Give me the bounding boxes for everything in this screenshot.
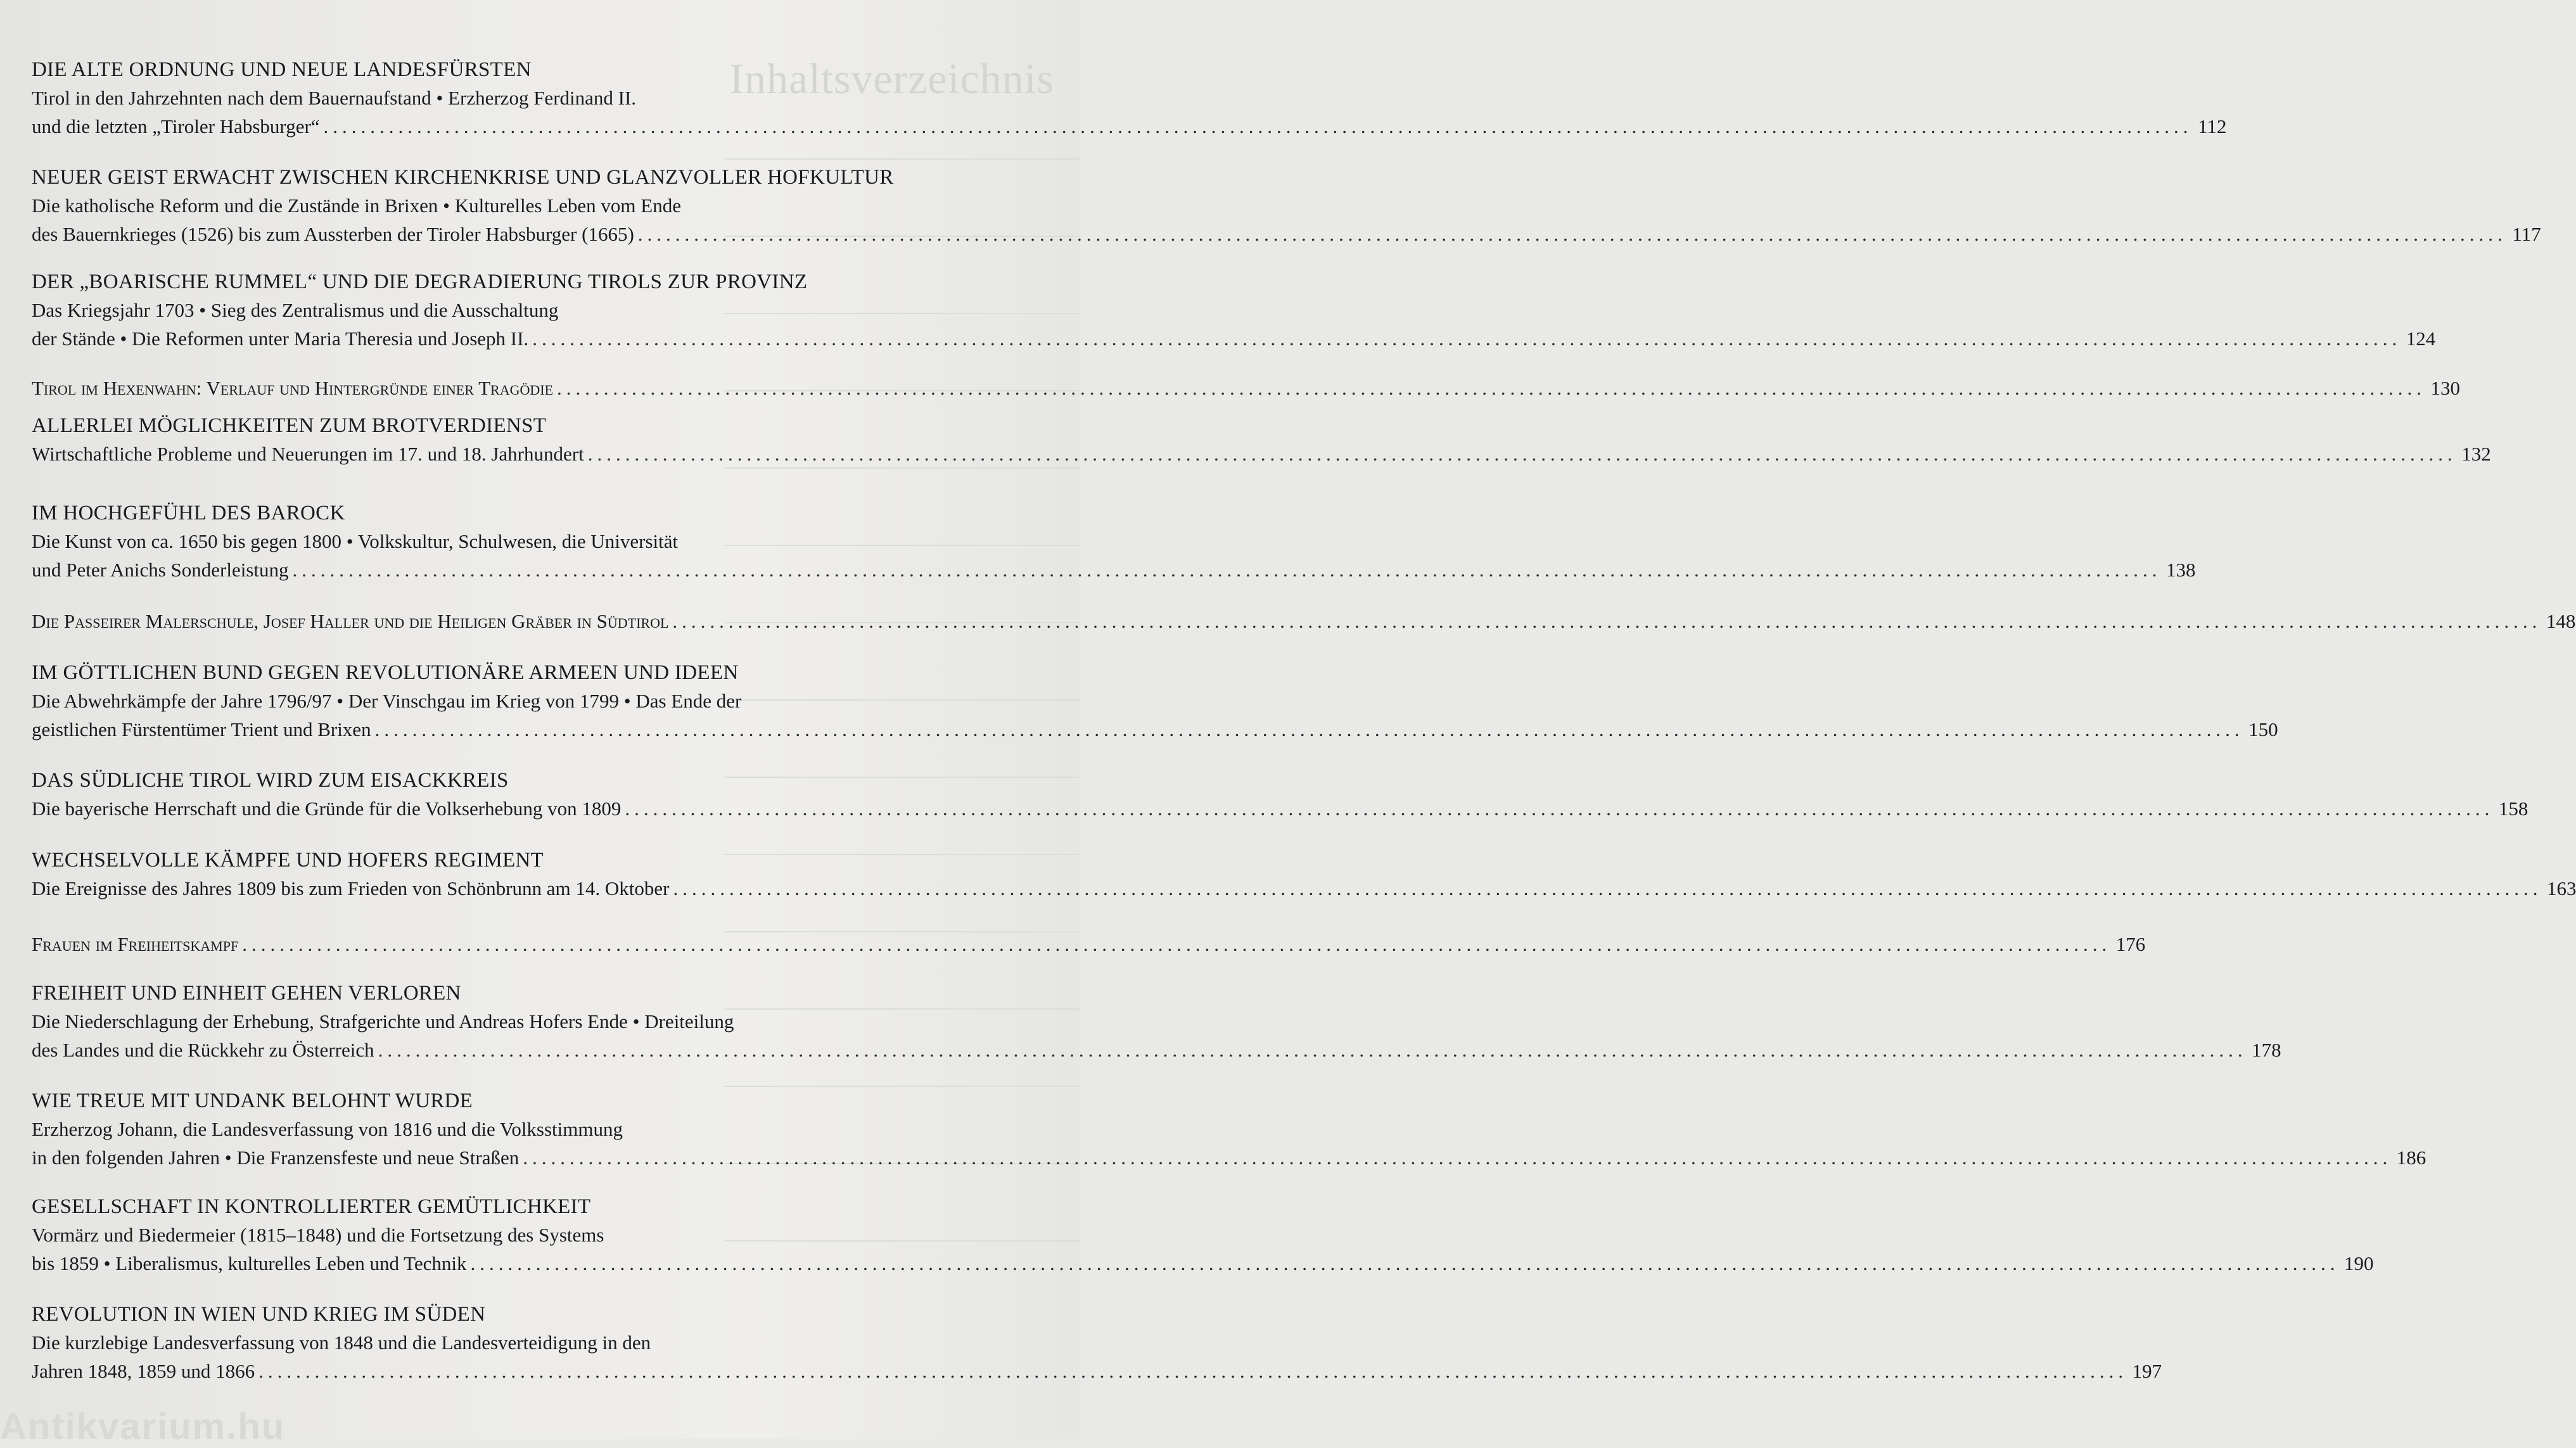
leader-dots: ........................................................................................................................................................................................................	[258, 1360, 2128, 1382]
toc-entry-description: Das Kriegsjahr 1703 • Sieg des Zentralismus und die Ausschaltung	[32, 299, 559, 321]
page-number: 117	[2512, 223, 2541, 245]
toc-entry-last-line	[32, 1357, 2162, 1385]
toc-entry-last-line	[32, 874, 2576, 903]
page-number: 197	[2132, 1360, 2162, 1382]
toc-entry-heading: IM GÖTTLICHEN BUND GEGEN REVOLUTIONÄRE ARMEEN UND IDEEN	[32, 661, 739, 684]
page-number: 150	[2248, 718, 2278, 740]
leader-dots: ........................................................................................................................................................................................................	[587, 443, 2457, 465]
page-number: 132	[2461, 443, 2491, 465]
toc-entry-subheading: Frauen im Freiheitskampf	[32, 933, 239, 955]
toc-entry-last-line	[32, 220, 2541, 248]
toc-entry-last-line	[32, 112, 2227, 141]
leader-dots: ........................................................................................................................................................................................................	[378, 1039, 2247, 1061]
page-number: 112	[2198, 115, 2227, 137]
toc-entry-description: Die Abwehrkämpfe der Jahre 1796/97 • Der Vinschgau im Krieg von 1799 • Das Ende der	[32, 690, 742, 712]
leader-dots: ........................................................................................................................................................................................................	[242, 933, 2112, 955]
toc-entry[interactable]	[32, 1300, 2162, 1385]
toc-entry-description: und Peter Anichs Sonderleistung	[32, 559, 289, 581]
toc-entry-description: Die Ereignisse des Jahres 1809 bis zum Frieden von Schönbrunn am 14. Oktober	[32, 877, 670, 899]
toc-entry-last-line	[32, 324, 2436, 353]
page-number: 130	[2430, 377, 2461, 399]
bleed-through-heading: Inhaltsverzeichnis	[729, 54, 1054, 103]
leader-dots: ........................................................................................................................................................................................................	[532, 327, 2402, 350]
page-number: 158	[2498, 797, 2528, 820]
toc-entry[interactable]	[32, 374, 2461, 402]
toc-entry-description: Tirol in den Jahrzehnten nach dem Bauernaufstand • Erzherzog Ferdinand II.	[32, 87, 637, 109]
toc-entry[interactable]	[32, 846, 2576, 903]
toc-entry[interactable]	[32, 499, 2196, 584]
toc-entry-description: und die letzten „Tiroler Habsburger“	[32, 115, 320, 137]
page-number: 138	[2166, 559, 2196, 581]
page-number: 148	[2546, 610, 2576, 632]
leader-dots: ........................................................................................................................................................................................................	[637, 223, 2507, 245]
toc-entry[interactable]	[32, 268, 2436, 353]
toc-entry-last-line	[32, 715, 2278, 744]
toc-entry-last-line	[32, 556, 2196, 584]
leader-dots: ........................................................................................................................................................................................................	[625, 797, 2494, 820]
page-number: 186	[2396, 1146, 2426, 1169]
toc-entry[interactable]	[32, 930, 2146, 958]
toc-entry-last-line	[32, 374, 2461, 402]
toc-entry-description: Die katholische Reform und die Zustände in Brixen • Kulturelles Leben vom Ende	[32, 194, 681, 217]
toc-entry-last-line	[32, 794, 2528, 823]
toc-entry-description: Die bayerische Herrschaft und die Gründe für die Volkserhebung von 1809	[32, 797, 622, 820]
toc-entry-heading: DAS SÜDLICHE TIROL WIRD ZUM EISACKKREIS	[32, 769, 509, 792]
toc-entry[interactable]	[32, 163, 2541, 248]
toc-entry-heading: WIE TREUE MIT UNDANK BELOHNT WURDE	[32, 1089, 473, 1112]
toc-entry-description: Vormärz und Biedermeier (1815–1848) und die Fortsetzung des Systems	[32, 1224, 604, 1246]
toc-entry[interactable]	[32, 979, 2281, 1064]
leader-dots: ........................................................................................................................................................................................................	[470, 1252, 2340, 1274]
toc-entry-description: geistlichen Fürstentümer Trient und Brixen	[32, 718, 371, 740]
toc-entry[interactable]	[32, 607, 2576, 635]
toc-entry-description: Wirtschaftliche Probleme und Neuerungen im 17. und 18. Jahrhundert	[32, 443, 584, 465]
toc-entry-description: Jahren 1848, 1859 und 1866	[32, 1360, 255, 1382]
leader-dots: ........................................................................................................................................................................................................	[374, 718, 2244, 740]
toc-entry-description: Die Kunst von ca. 1650 bis gegen 1800 • Volkskultur, Schulwesen, die Universität	[32, 530, 679, 552]
toc-entry[interactable]	[32, 766, 2528, 823]
toc-entry-heading: FREIHEIT UND EINHEIT GEHEN VERLOREN	[32, 982, 461, 1005]
toc-entry-last-line	[32, 1036, 2281, 1064]
leader-dots: ........................................................................................................................................................................................................	[292, 559, 2162, 581]
leader-dots: ........................................................................................................................................................................................................	[673, 877, 2542, 899]
toc-entry-heading: ALLERLEI MÖGLICHKEITEN ZUM BROTVERDIENST	[32, 414, 547, 437]
toc-entry-description: der Stände • Die Reformen unter Maria Theresia und Joseph II.	[32, 327, 529, 350]
leader-dots: ........................................................................................................................................................................................................	[557, 377, 2426, 399]
toc-entry-subheading: Tirol im Hexenwahn: Verlauf und Hintergründe einer Tragödie	[32, 377, 554, 399]
toc-entry-description: Erzherzog Johann, die Landesverfassung von 1816 und die Volksstimmung	[32, 1118, 623, 1140]
toc-entry-last-line	[32, 440, 2491, 468]
page-number: 124	[2406, 327, 2436, 350]
toc-entry-heading: GESELLSCHAFT IN KONTROLLIERTER GEMÜTLICHKEIT	[32, 1195, 591, 1218]
toc-entry-last-line	[32, 607, 2576, 635]
toc-entry-heading: IM HOCHGEFÜHL DES BAROCK	[32, 502, 345, 524]
toc-entry-last-line	[32, 1249, 2374, 1278]
toc-entry-description: des Bauernkrieges (1526) bis zum Aussterben der Tiroler Habsburger (1665)	[32, 223, 634, 245]
toc-entry-description: bis 1859 • Liberalismus, kulturelles Leben und Technik	[32, 1252, 467, 1274]
toc-entry-last-line	[32, 1143, 2426, 1172]
toc-entry-heading: DER „BOARISCHE RUMMEL“ UND DIE DEGRADIERUNG TIROLS ZUR PROVINZ	[32, 270, 808, 293]
leader-dots: ........................................................................................................................................................................................................	[323, 115, 2193, 137]
page-number: 176	[2115, 933, 2146, 955]
page-number: 178	[2252, 1039, 2281, 1061]
toc-entry[interactable]	[32, 1193, 2374, 1278]
toc-entry-heading: WECHSELVOLLE KÄMPFE UND HOFERS REGIMENT	[32, 849, 544, 872]
toc-entry-description: Die Niederschlagung der Erhebung, Strafgerichte und Andreas Hofers Ende • Dreiteilung	[32, 1010, 734, 1032]
toc-entry-subheading: Die Passeirer Malerschule, Josef Haller und die Heiligen Gräber in Südtirol	[32, 610, 669, 632]
toc-entry-description: Die kurzlebige Landesverfassung von 1848 und die Landesverteidigung in den	[32, 1331, 651, 1354]
leader-dots: ........................................................................................................................................................................................................	[523, 1146, 2392, 1169]
toc-entry-description: des Landes und die Rückkehr zu Österreich	[32, 1039, 374, 1061]
toc-entry-heading: DIE ALTE ORDNUNG UND NEUE LANDESFÜRSTEN	[32, 58, 532, 81]
watermark: Antikvarium.hu	[0, 1406, 286, 1447]
toc-entry[interactable]	[32, 659, 2278, 744]
toc-entry-heading: NEUER GEIST ERWACHT ZWISCHEN KIRCHENKRISE UND GLANZVOLLER HOFKULTUR	[32, 166, 894, 189]
page-number: 163	[2546, 877, 2576, 899]
leader-dots: ........................................................................................................................................................................................................	[672, 610, 2542, 632]
toc-entry-heading: REVOLUTION IN WIEN UND KRIEG IM SÜDEN	[32, 1303, 486, 1326]
toc-entry[interactable]	[32, 1087, 2426, 1172]
toc-entry-last-line	[32, 930, 2146, 958]
page-number: 190	[2344, 1252, 2374, 1274]
toc-entry[interactable]	[32, 412, 2491, 468]
toc-entry[interactable]	[32, 56, 2227, 141]
toc-entry-description: in den folgenden Jahren • Die Franzensfeste und neue Straßen	[32, 1146, 520, 1169]
